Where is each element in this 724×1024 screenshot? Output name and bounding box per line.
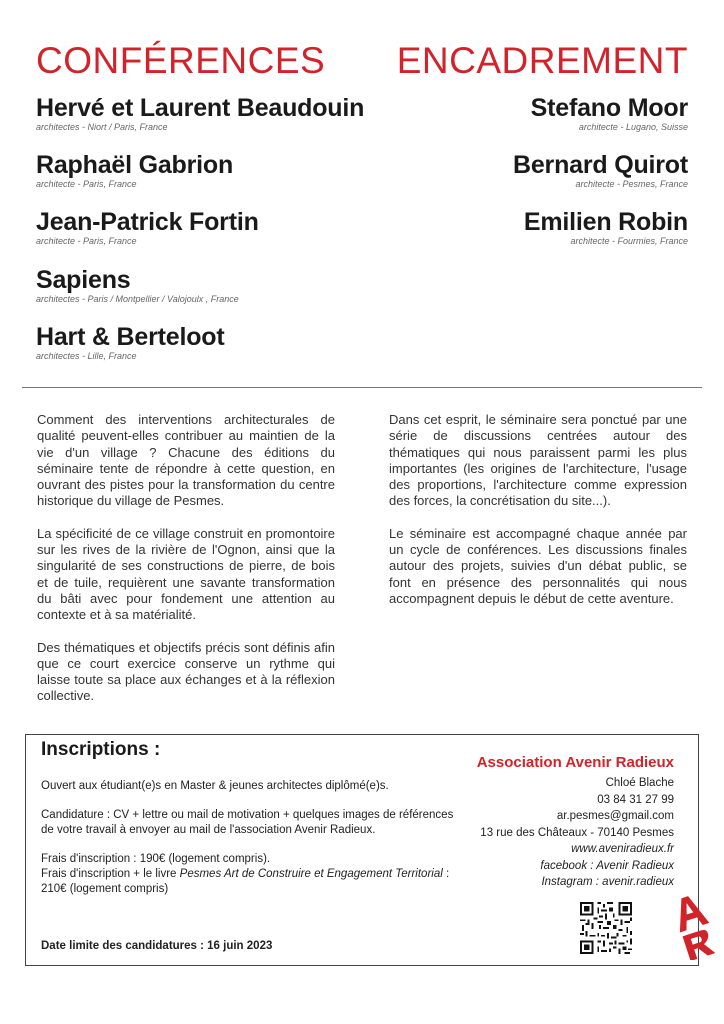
postal-address: 13 rue des Châteaux - 70140 Pesmes — [480, 826, 674, 839]
speaker-role: architectes - Niort / Paris, France — [36, 122, 168, 132]
tutor-name: Bernard Quirot — [513, 151, 688, 179]
conference-speaker — [36, 151, 233, 190]
speaker-role: architectes - Lille, France — [36, 351, 137, 361]
email-address[interactable]: ar.pesmes@gmail.com — [556, 810, 674, 822]
speaker-name: Raphaël Gabrion — [36, 151, 234, 179]
candidature-text: Candidature : CV + lettre ou mail de motivation + quelques images de références de votre travail à envoyer au mail de l'association Avenir Radieux. — [41, 809, 454, 836]
association-name: Association Avenir Radieux — [476, 754, 674, 771]
tutor-role: architecte - Lugano, Suisse — [578, 122, 688, 132]
fees-line-2-suffix: : 210€ (logement compris) — [41, 868, 450, 895]
conference-speaker — [36, 208, 259, 247]
speaker-role: architectes - Paris / Montpellier / Valojoulx , France — [36, 294, 239, 304]
tutor-role: architecte - Fourmies, France — [570, 236, 688, 246]
encadrement-heading: ENCADREMENT — [396, 40, 688, 81]
speaker-role: architecte - Paris, France — [36, 236, 137, 246]
speaker-name: Hart & Berteloot — [36, 323, 225, 351]
website-link[interactable]: www.aveniradieux.fr — [571, 843, 674, 855]
conference-speaker — [36, 266, 239, 305]
paragraph: Le séminaire est accompagné chaque année par un cycle de conférences. Les discussions finales autour des projets, suivies d'un débat public, se font en présence des personnalités qui nous accompagnent depuis le début de cette aventure. — [389, 525, 687, 606]
tutor-name: Stefano Moor — [530, 94, 688, 122]
association-contact-block — [477, 753, 674, 891]
speaker-name: Hervé et Laurent Beaudouin — [36, 94, 365, 122]
qr-code-icon[interactable] — [578, 900, 634, 956]
paragraph: Des thématiques et objectifs précis sont définis afin que ce court exercice conserve un rythme qui laisse toute sa place aux échanges et à la réflexion collective. — [37, 639, 335, 704]
instagram-link[interactable]: Instagram : avenir.radieux — [541, 876, 674, 888]
fees-text — [41, 852, 461, 897]
avenir-radieux-logo — [668, 888, 720, 960]
speaker-name: Jean-Patrick Fortin — [36, 208, 259, 236]
speaker-role: architecte - Paris, France — [36, 179, 137, 189]
inscriptions-title: Inscriptions : — [41, 739, 161, 760]
paragraph: Dans cet esprit, le séminaire sera ponctué par une série de discussions centrées autour des thématiques qui nous paraissent parmi les plus importantes (les origines de l'architecture, l'usage des proportions, l'architecture comme expression des forces, la concrétisation du site...). — [389, 412, 687, 509]
contact-person: Chloé Blache — [605, 777, 674, 789]
paragraph: La spécificité de ce village construit en promontoire sur les rives de la rivière de l'Ognon, ainsi que la singularité de ses constructions de pierre, de bois et de tuile, requièrent une savante transformation du bâti avec pour fondement une attention au contexte et à sa matérialité. — [37, 525, 335, 623]
fees-line-1: Frais d'inscription : 190€ (logement compris). — [41, 853, 271, 865]
eligibility-text: Ouvert aux étudiant(e)s en Master & jeunes architectes diplômé(e)s. — [41, 780, 389, 792]
fees-line-2-prefix: Frais d'inscription + le livre — [41, 868, 180, 880]
section-divider — [22, 387, 702, 388]
encadrement-tutor — [531, 94, 688, 133]
facebook-link[interactable]: facebook : Avenir Radieux — [540, 859, 674, 872]
encadrement-tutor — [513, 151, 688, 190]
description-left-column — [37, 412, 335, 721]
tutor-name: Emilien Robin — [523, 208, 688, 236]
inscriptions-details — [41, 779, 461, 911]
book-title: Pesmes Art de Construire et Engagement Territorial — [179, 868, 443, 880]
deadline-text: Date limite des candidatures : 16 juin 2023 — [41, 940, 273, 952]
phone-number: 03 84 31 27 99 — [597, 793, 674, 806]
conference-speaker — [36, 94, 364, 133]
paragraph: Comment des interventions architecturales de qualité peuvent-elles contribuer au maintien de la vie d'un village ? Chacune des éditions du séminaire tente de répondre à cette question, en ouvrant des pistes pour la transformation du centre historique du village de Pesmes. — [37, 412, 335, 509]
speaker-name: Sapiens — [36, 266, 131, 294]
inscriptions-box — [25, 734, 699, 966]
conferences-heading: CONFÉRENCES — [36, 40, 326, 81]
conference-speaker — [36, 323, 225, 362]
description-right-column — [389, 412, 687, 623]
tutor-role: architecte - Pesmes, France — [575, 179, 688, 189]
encadrement-tutor — [524, 208, 688, 247]
